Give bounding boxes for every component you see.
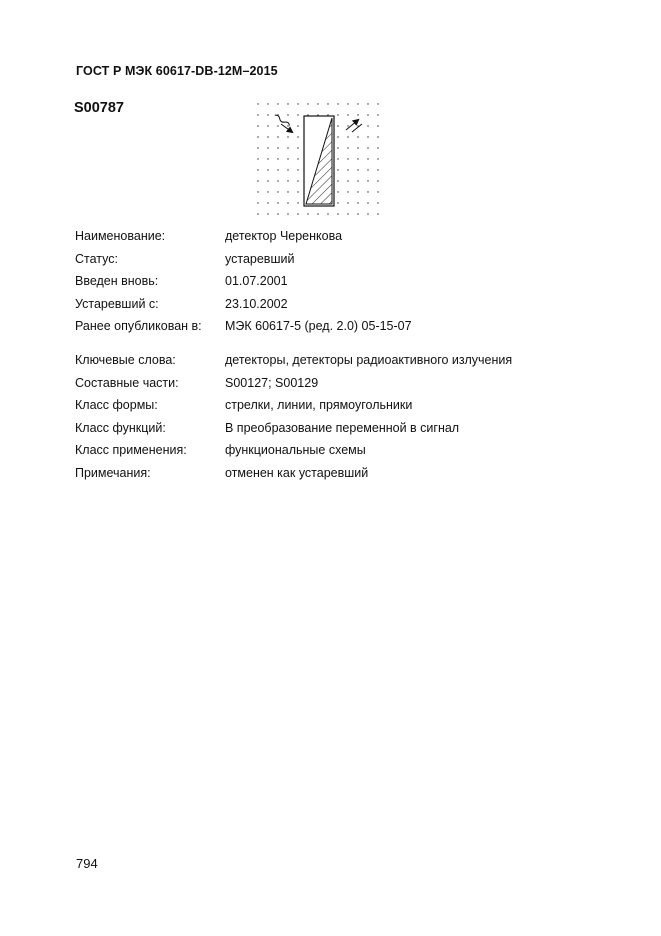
property-row: [75, 465, 615, 488]
property-value: В преобразование переменной в сигнал: [225, 420, 460, 435]
property-value: детекторы, детекторы радиоактивного излучения: [225, 352, 513, 367]
property-label: Наименование:: [75, 229, 166, 243]
property-value: МЭК 60617-5 (ред. 2.0) 05-15-07: [225, 319, 412, 334]
property-row: [75, 318, 615, 341]
properties-group-main: [75, 228, 615, 341]
property-value: детектор Черенкова: [225, 229, 343, 243]
property-row: [75, 375, 615, 398]
properties-table: [75, 228, 615, 488]
property-label: Устаревший с:: [75, 296, 159, 311]
symbol-code: S00787: [74, 100, 124, 116]
property-value: функциональные схемы: [225, 443, 366, 458]
property-row: [75, 273, 615, 296]
property-row: [75, 397, 615, 420]
property-value: устаревший: [225, 251, 295, 266]
property-row: [75, 420, 615, 443]
document-header: ГОСТ Р МЭК 60617-DB-12M–2015: [76, 64, 278, 78]
property-row: [75, 251, 615, 274]
property-value: стрелки, линии, прямоугольники: [225, 398, 413, 413]
detector-rectangle: [304, 116, 334, 206]
property-label: Ранее опубликован в:: [75, 319, 202, 334]
property-label: Ключевые слова:: [75, 352, 176, 367]
cherenkov-detector-symbol-icon: [248, 98, 384, 222]
property-row: [75, 228, 615, 251]
page-number: 794: [76, 856, 98, 871]
property-value: S00127; S00129: [225, 375, 319, 390]
property-label: Примечания:: [75, 465, 151, 480]
property-label: Составные части:: [75, 375, 179, 390]
property-label: Статус:: [75, 251, 118, 266]
property-row: [75, 352, 615, 375]
property-row: [75, 442, 615, 465]
property-value: 01.07.2001: [225, 274, 288, 289]
property-value: 23.10.2002: [225, 296, 288, 311]
properties-group-classification: [75, 352, 615, 488]
property-row: [75, 296, 615, 319]
property-label: Введен вновь:: [75, 274, 159, 289]
property-value: отменен как устаревший: [225, 465, 369, 480]
property-label: Класс функций:: [75, 420, 166, 435]
incoming-radiation-arrow: [274, 114, 292, 132]
property-label: Класс формы:: [75, 398, 158, 413]
property-label: Класс применения:: [75, 443, 187, 458]
